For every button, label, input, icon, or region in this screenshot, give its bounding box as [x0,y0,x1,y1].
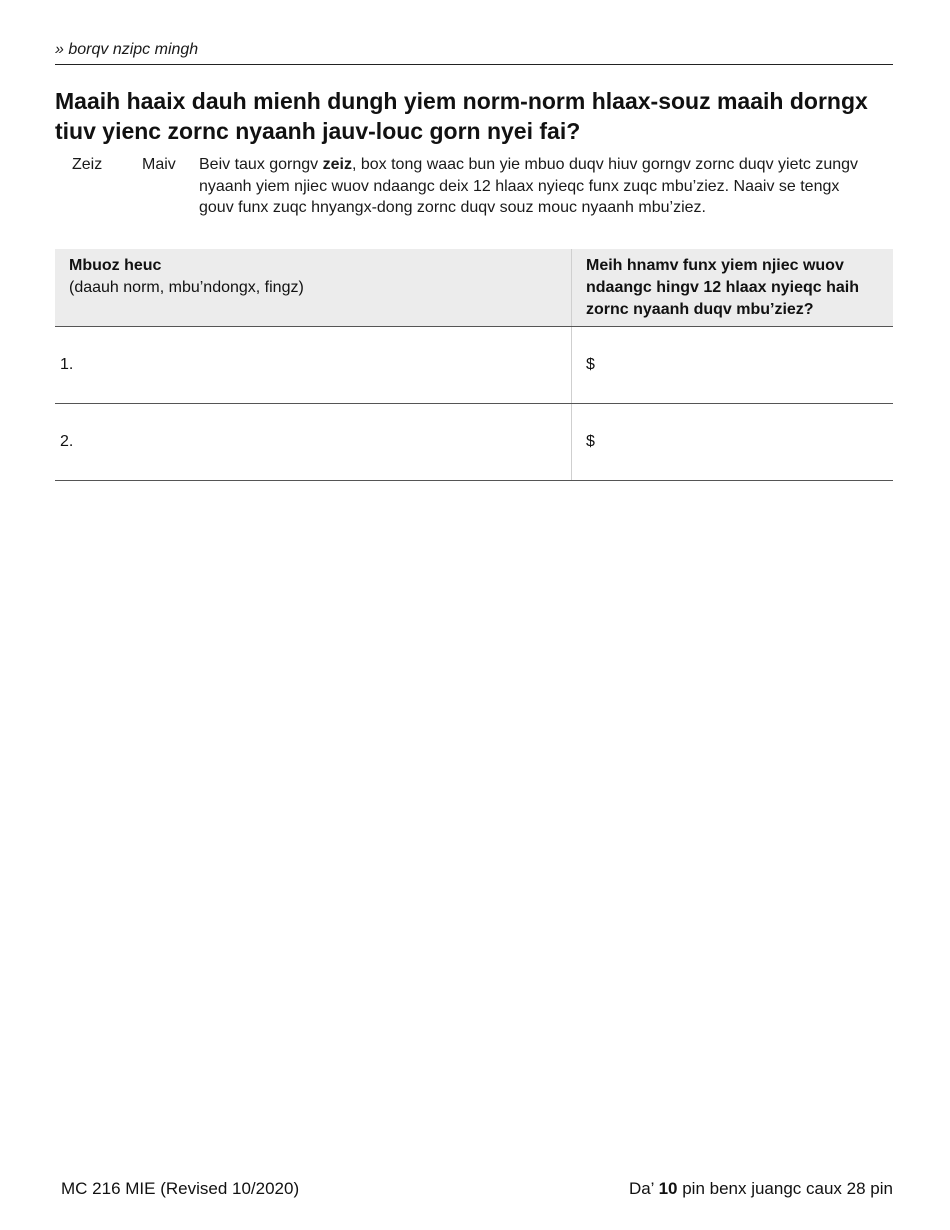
column-header-name-subtitle: (daauh norm, mbu’ndongx, fingz) [69,279,304,296]
column-header-amount: Meih hnamv funx yiem njiec wuov ndaangc hingv 12 hlaax nyieqc haih zornc nyaanh duqv mbu’ziez? [571,249,893,326]
table-row [55,327,893,404]
yes-option[interactable]: Zeiz [72,156,103,173]
name-input-cell[interactable]: 2. [60,433,74,450]
income-table [55,249,893,481]
breadcrumb: » borqv nzipc mingh [55,41,199,58]
instruction-emphasis: zeiz [322,156,352,173]
question-title: Maaih haaix dauh mienh dungh yiem norm-norm hlaax-souz maaih dorngx tiuv yienc zornc nyaanh jauv-louc gorn nyei fai? [55,88,868,144]
form-id: MC 216 MIE (Revised 10/2020) [61,1179,300,1198]
page-counter-middle: pin benx juangc caux [677,1179,847,1198]
instruction-text-end: , box tong waac bun yie mbuo duqv hiuv gorngv zornc duqv yietc zungv nyaanh yiem njiec wuov ndaangc deix 12 hlaax nyieqc funx zuqc mbu’ziez. Naaiv se tengx gouv funx zuqc hnyangx-dong zornc duqv souz mouc nyaanh mbu’ziez. [199,156,859,216]
page-counter-suffix: pin [865,1179,893,1198]
column-header-name [55,249,571,326]
no-option[interactable]: Maiv [142,156,176,173]
name-input-cell[interactable]: 1. [60,356,74,373]
breadcrumb-divider [55,64,893,65]
amount-input-cell[interactable]: $ [571,327,893,403]
amount-input-cell[interactable]: $ [571,404,893,480]
column-header-name-title: Mbuoz heuc [69,257,162,274]
instruction-text-start: Beiv taux gorngv [199,156,323,173]
table-header [55,249,893,327]
page-total: 28 [846,1179,866,1198]
page-counter-prefix: Da’ [628,1179,659,1198]
page-counter [629,1179,893,1199]
table-row [55,404,893,481]
yes-instruction [199,154,869,219]
page-current: 10 [658,1179,678,1198]
